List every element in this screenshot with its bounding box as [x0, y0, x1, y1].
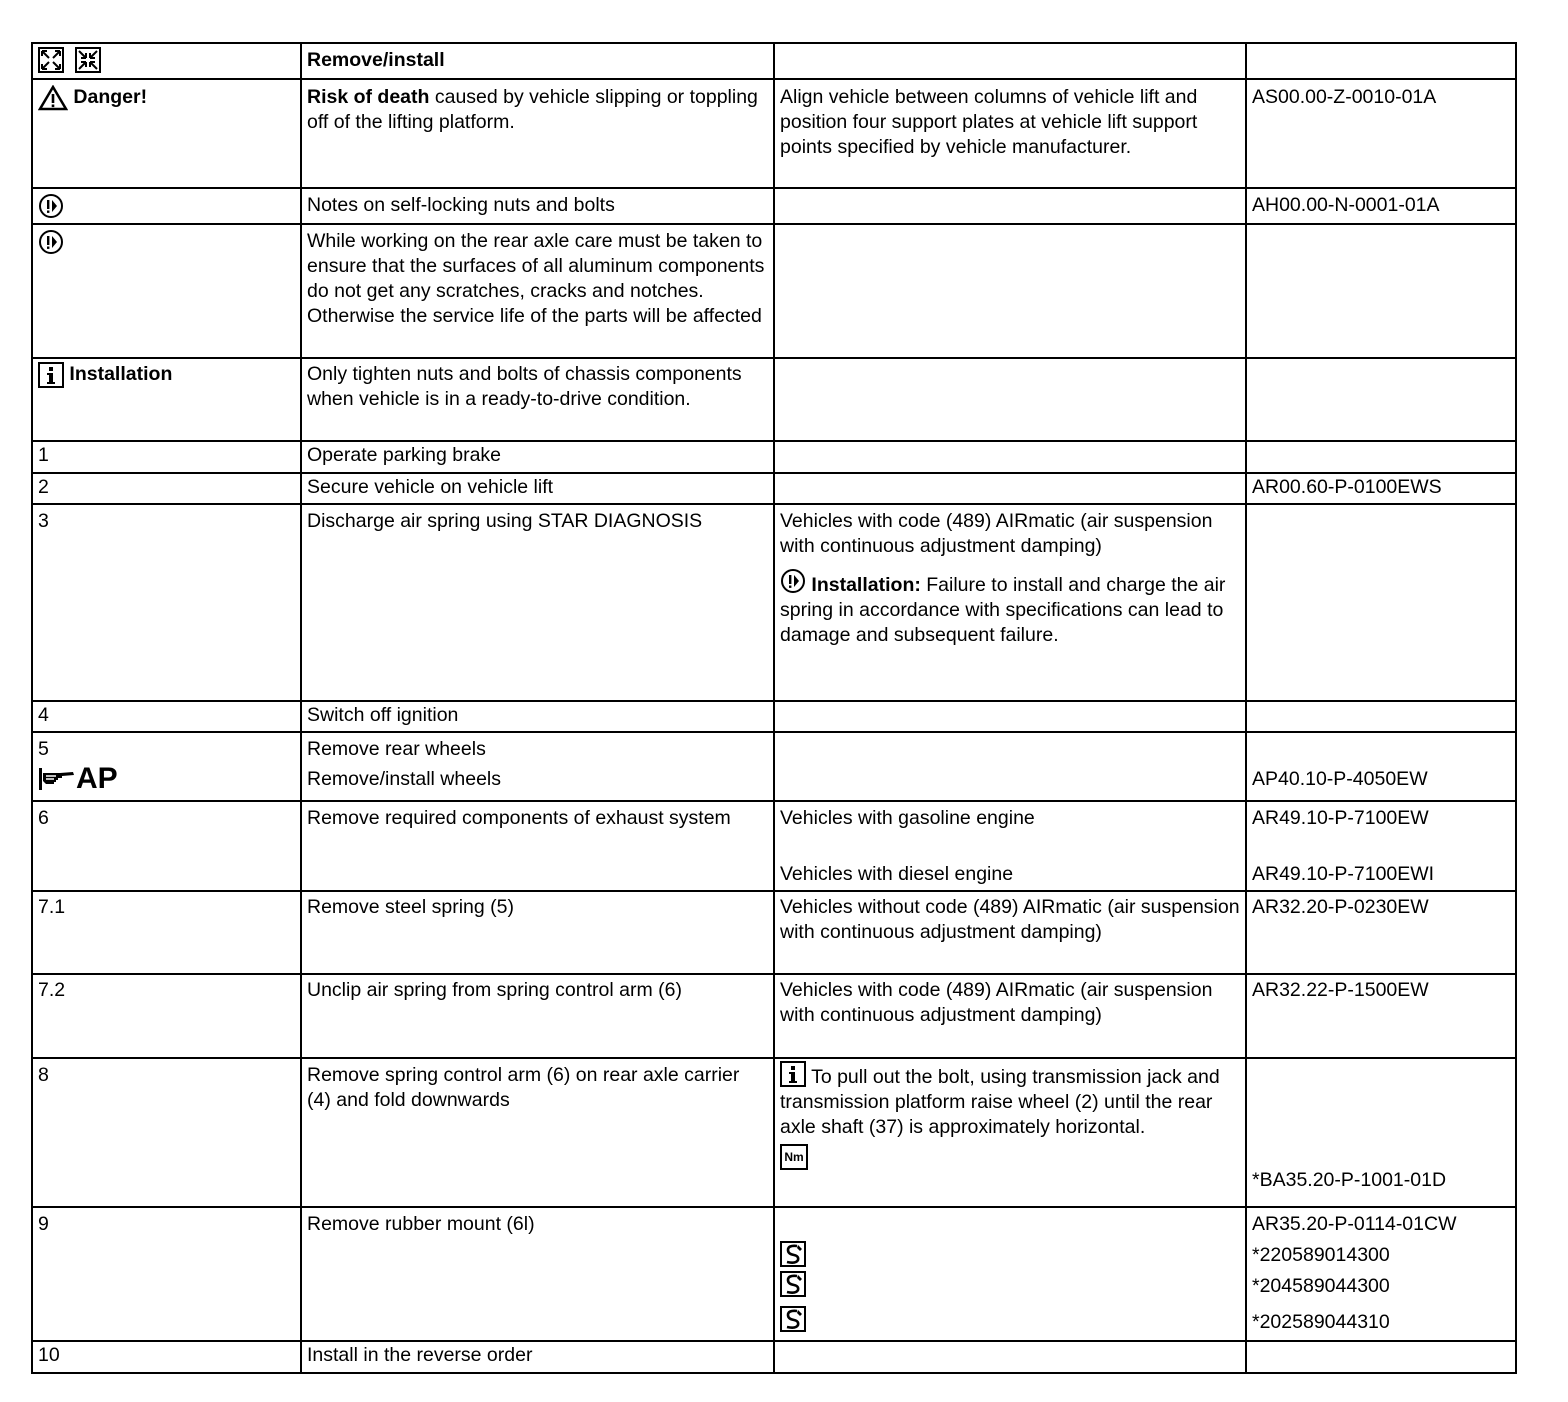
step-text: Remove steel spring (5) — [301, 891, 774, 974]
step-note: To pull out the bolt, using transmission jack and transmission platform raise wheel (2) until the rear axle shaft (37) is approximately horizontal. — [780, 1066, 1220, 1138]
note-ref-link[interactable]: AH00.00-N-0001-01A — [1246, 188, 1516, 224]
danger-label: Danger! — [73, 86, 148, 109]
procedure-table — [31, 42, 1517, 1374]
step-row — [32, 701, 1516, 732]
step-text: Remove rubber mount (6l) — [301, 1207, 774, 1341]
warning-icon — [38, 85, 68, 111]
caution-note-icon — [38, 193, 64, 219]
danger-heading: Risk of death — [307, 86, 430, 108]
step-text: Remove required components of exhaust system — [301, 801, 774, 891]
step-text: Unclip air spring from spring control arm (6) — [301, 974, 774, 1058]
step-ref-link[interactable]: *BA35.20-P-1001-01D — [1252, 1169, 1447, 1191]
step-number: 7.2 — [32, 974, 301, 1058]
note-text: Notes on self-locking nuts and bolts — [301, 188, 774, 224]
note-row — [32, 224, 1516, 358]
step-text: Switch off ignition — [301, 701, 774, 732]
step-ref-link[interactable]: AR49.10-P-7100EW — [1252, 807, 1429, 829]
step-number: 5 — [38, 738, 49, 760]
step-ref-link[interactable]: AR35.20-P-0114-01CW — [1252, 1213, 1457, 1235]
ap-label: AP — [76, 762, 118, 795]
step-text: Discharge air spring using STAR DIAGNOSIS — [301, 504, 774, 701]
step-row — [32, 441, 1516, 473]
step-note: Vehicles without code (489) AIRmatic (air suspension with continuous adjustment damping) — [774, 891, 1246, 974]
info-icon — [38, 362, 64, 388]
step-text: Operate parking brake — [301, 441, 774, 473]
step-row — [32, 504, 1516, 701]
step-number: 8 — [32, 1058, 301, 1207]
step-row — [32, 1058, 1516, 1207]
step-note: Failure to install and charge the air spring in accordance with specifications can lead to damage and subsequent failure. — [780, 574, 1226, 646]
installation-label: Installation — [69, 363, 173, 386]
step-row — [32, 891, 1516, 974]
note-text: While working on the rear axle care must be taken to ensure that the surfaces of all aluminum components do not get any scratches, cracks and notches. Otherwise the service life of the parts will be affected — [301, 224, 774, 358]
remove-icon — [38, 47, 64, 73]
step-note: Vehicles with gasoline engine — [780, 807, 1035, 829]
step-note: Vehicles with code (489) AIRmatic (air suspension with continuous adjustment damping) — [774, 974, 1246, 1058]
step-number: 3 — [32, 504, 301, 701]
step-number: 2 — [32, 473, 301, 504]
step-ref-link[interactable]: AR00.60-P-0100EWS — [1246, 473, 1516, 504]
step-row — [32, 473, 1516, 504]
special-tool-icon — [780, 1271, 806, 1297]
tool-number-link[interactable]: *220589014300 — [1252, 1244, 1390, 1266]
header-row — [32, 43, 1516, 79]
danger-note: Align vehicle between columns of vehicle lift and position four support plates at vehicle lift support points specified by vehicle manufacturer. — [774, 79, 1246, 188]
pointing-hand-icon — [38, 767, 76, 791]
step-number: 4 — [32, 701, 301, 732]
step-text: Secure vehicle on vehicle lift — [301, 473, 774, 504]
installation-row — [32, 358, 1516, 441]
step-row — [32, 1341, 1516, 1373]
step-number: 1 — [32, 441, 301, 473]
step-number: 6 — [32, 801, 301, 891]
tool-number-link[interactable]: *202589044310 — [1252, 1311, 1390, 1333]
step-number: 7.1 — [32, 891, 301, 974]
step-note: Vehicles with diesel engine — [780, 863, 1014, 885]
note-row — [32, 188, 1516, 224]
torque-icon: Nm — [780, 1144, 808, 1170]
install-icon — [75, 47, 101, 73]
step-ref-link[interactable]: AR32.22-P-1500EW — [1246, 974, 1516, 1058]
step-ref-link[interactable]: AR32.20-P-0230EW — [1246, 891, 1516, 974]
step-number: 10 — [32, 1341, 301, 1373]
danger-row — [32, 79, 1516, 188]
step-ref-link[interactable]: AR49.10-P-7100EWI — [1252, 863, 1435, 885]
step-text: Remove spring control arm (6) on rear axle carrier (4) and fold downwards — [301, 1058, 774, 1207]
special-tool-icon — [780, 1306, 806, 1332]
tool-number-link[interactable]: *204589044300 — [1252, 1275, 1390, 1297]
info-icon — [780, 1061, 806, 1087]
installation-text: Only tighten nuts and bolts of chassis components when vehicle is in a ready-to-drive condition. — [301, 358, 774, 441]
caution-note-icon — [780, 568, 806, 594]
step-row — [32, 1207, 1516, 1341]
step-row — [32, 801, 1516, 891]
installation-label: Installation: — [811, 574, 921, 596]
step-number: 9 — [32, 1207, 301, 1341]
special-tool-icon — [780, 1241, 806, 1267]
caution-note-icon — [38, 229, 64, 255]
step-ref-link[interactable]: AP40.10-P-4050EW — [1252, 768, 1428, 790]
step-subtext: Remove/install wheels — [307, 768, 502, 790]
danger-ref-link[interactable]: AS00.00-Z-0010-01A — [1246, 79, 1516, 188]
step-note: Vehicles with code (489) AIRmatic (air suspension with continuous adjustment damping) — [780, 510, 1213, 557]
step-text: Install in the reverse order — [301, 1341, 774, 1373]
page-title: Remove/install — [301, 43, 774, 79]
danger-text: caused by vehicle slipping or toppling off of the lifting platform. — [307, 86, 758, 133]
step-text: Remove rear wheels — [307, 738, 486, 760]
step-row — [32, 974, 1516, 1058]
step-row — [32, 732, 1516, 801]
